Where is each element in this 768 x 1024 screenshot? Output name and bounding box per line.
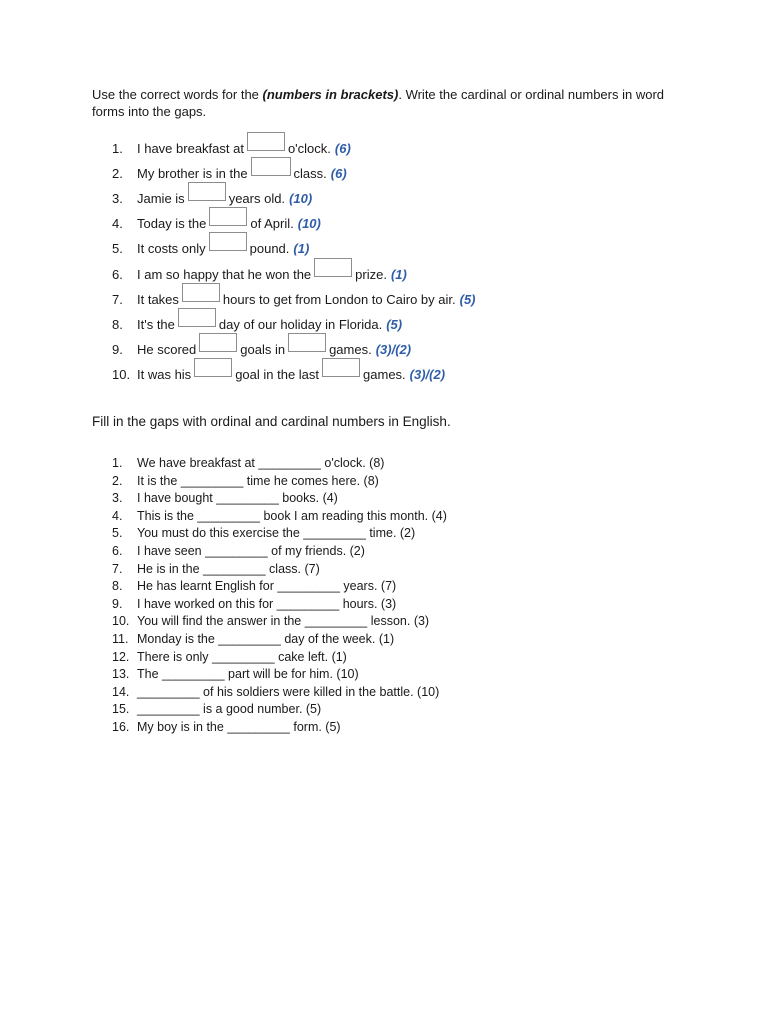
exercise-item — [112, 362, 476, 387]
item-text-middle: goals in — [240, 341, 286, 357]
item-hint: (10) — [289, 191, 313, 207]
answer-gap-input[interactable] — [288, 333, 326, 352]
item-hint: (3)/(2) — [375, 341, 412, 357]
item-number: 10. — [112, 366, 131, 382]
exercise-item — [112, 613, 447, 631]
exercise-item — [112, 236, 476, 261]
item-text-before: It was his — [137, 366, 192, 382]
exercise-item — [112, 455, 447, 473]
item-number: 6. — [112, 543, 123, 558]
item-text-after: years old. — [228, 191, 286, 207]
answer-gap-input[interactable] — [199, 333, 237, 352]
answer-gap-input[interactable] — [182, 283, 220, 302]
item-number: 7. — [112, 561, 123, 576]
item-hint: (6) — [330, 166, 347, 182]
exercise-item — [112, 161, 476, 186]
item-number: 11. — [112, 631, 129, 646]
item-number: 14. — [112, 684, 130, 699]
item-hint: (6) — [334, 141, 351, 157]
answer-gap-input[interactable] — [314, 258, 352, 277]
exercise-item — [112, 578, 447, 596]
item-number: 5. — [112, 241, 123, 257]
item-text-before: I am so happy that he won the — [137, 266, 312, 282]
item-number: 10. — [112, 614, 130, 629]
item-number: 13. — [112, 667, 130, 682]
section1-exercise-list — [112, 136, 476, 387]
item-text: You will find the answer in the _________ lesson. (3) — [137, 614, 430, 629]
exercise-item — [112, 473, 447, 491]
item-text-after: of April. — [250, 216, 294, 232]
exercise-item — [112, 596, 447, 614]
item-text: _________ is a good number. (5) — [137, 702, 322, 717]
item-text: I have seen _________ of my friends. (2) — [137, 543, 365, 558]
item-hint: (1) — [390, 266, 407, 282]
item-number: 4. — [112, 216, 123, 232]
exercise-item — [112, 261, 476, 286]
exercise-item — [112, 136, 476, 161]
exercise-item — [112, 719, 447, 737]
item-text: There is only _________ cake left. (1) — [137, 649, 347, 664]
item-text-before: It costs only — [137, 241, 206, 257]
item-text: _________ of his soldiers were killed in the battle. (10) — [137, 684, 440, 699]
item-text-after: games. — [329, 341, 372, 357]
item-text: We have breakfast at _________ o'clock. (8) — [137, 456, 385, 470]
answer-gap-input[interactable] — [251, 157, 291, 176]
exercise-item — [112, 287, 476, 312]
item-text-before: He scored — [137, 341, 197, 357]
answer-gap-input[interactable] — [178, 308, 216, 327]
item-number: 3. — [112, 491, 123, 506]
exercise-item — [112, 543, 447, 561]
item-text: I have bought _________ books. (4) — [137, 491, 338, 506]
exercise-item — [112, 508, 447, 526]
exercise-item — [112, 561, 447, 579]
exercise-item — [112, 631, 447, 649]
exercise-item — [112, 186, 476, 211]
answer-gap-input[interactable] — [194, 358, 232, 377]
item-text: He has learnt English for _________ years. (7) — [137, 579, 397, 594]
item-text: He is in the _________ class. (7) — [137, 561, 320, 576]
item-number: 9. — [112, 596, 123, 611]
item-number: 4. — [112, 508, 123, 523]
instructions-emphasis: (numbers in brackets) — [262, 87, 399, 102]
item-text: It is the _________ time he comes here. (8) — [137, 473, 379, 488]
answer-gap-input[interactable] — [209, 207, 247, 226]
item-text-before: Jamie is — [137, 191, 185, 207]
item-text-before: It takes — [137, 291, 179, 307]
item-number: 12. — [112, 649, 130, 664]
item-text-after: hours to get from London to Cairo by air. — [222, 291, 456, 307]
exercise-item — [112, 337, 476, 362]
item-text-after: day of our holiday in Florida. — [218, 316, 383, 332]
item-number: 2. — [112, 166, 123, 182]
item-text-before: I have breakfast at — [137, 141, 244, 157]
instructions-text-1: Use the correct words for the — [92, 87, 263, 102]
item-number: 15. — [112, 702, 130, 717]
exercise-item — [112, 490, 447, 508]
item-text: Monday is the _________ day of the week. (1) — [137, 631, 395, 646]
answer-gap-input[interactable] — [322, 358, 360, 377]
item-number: 16. — [112, 719, 130, 734]
exercise-item — [112, 525, 447, 543]
item-text-after: prize. — [355, 266, 387, 282]
section2-title: Fill in the gaps with ordinal and cardinal numbers in English. — [92, 414, 451, 429]
item-text: My boy is in the _________ form. (5) — [137, 719, 341, 734]
exercise-item — [112, 684, 447, 702]
exercise-item — [112, 211, 476, 236]
item-hint: (5) — [459, 291, 476, 307]
item-number: 8. — [112, 579, 123, 594]
item-number: 1. — [112, 456, 123, 470]
item-text-after: games. — [363, 366, 406, 382]
item-text-before: Today is the — [137, 216, 207, 232]
item-text-after: o'clock. — [287, 141, 331, 157]
item-text-before: It's the — [137, 316, 175, 332]
exercise-item — [112, 666, 447, 684]
item-hint: (10) — [297, 216, 321, 232]
item-number: 2. — [112, 473, 123, 488]
answer-gap-input[interactable] — [247, 132, 285, 151]
section1-instructions — [92, 86, 682, 120]
item-text-before: My brother is in the — [137, 166, 248, 182]
item-text-middle: goal in the last — [235, 366, 320, 382]
answer-gap-input[interactable] — [209, 232, 247, 251]
item-number: 5. — [112, 526, 123, 541]
answer-gap-input[interactable] — [188, 182, 226, 201]
item-number: 3. — [112, 191, 123, 207]
section2-exercise-list — [112, 455, 447, 737]
item-text-after: class. — [293, 166, 327, 182]
item-number: 8. — [112, 316, 123, 332]
item-number: 1. — [112, 141, 123, 157]
item-number: 9. — [112, 341, 123, 357]
exercise-item — [112, 649, 447, 667]
item-text: This is the _________ book I am reading this month. (4) — [137, 508, 447, 523]
item-text: The _________ part will be for him. (10) — [137, 667, 359, 682]
item-text: You must do this exercise the _________ time. (2) — [137, 526, 416, 541]
item-number: 6. — [112, 266, 123, 282]
item-hint: (5) — [386, 316, 403, 332]
item-number: 7. — [112, 291, 123, 307]
exercise-item — [112, 701, 447, 719]
item-text-after: pound. — [249, 241, 290, 257]
item-text: I have worked on this for _________ hours. (3) — [137, 596, 397, 611]
item-hint: (1) — [293, 241, 310, 257]
item-hint: (3)/(2) — [409, 366, 446, 382]
instructions-text-2: . Write the cardinal or ordinal numbers in word forms into the gaps. — [92, 87, 664, 119]
